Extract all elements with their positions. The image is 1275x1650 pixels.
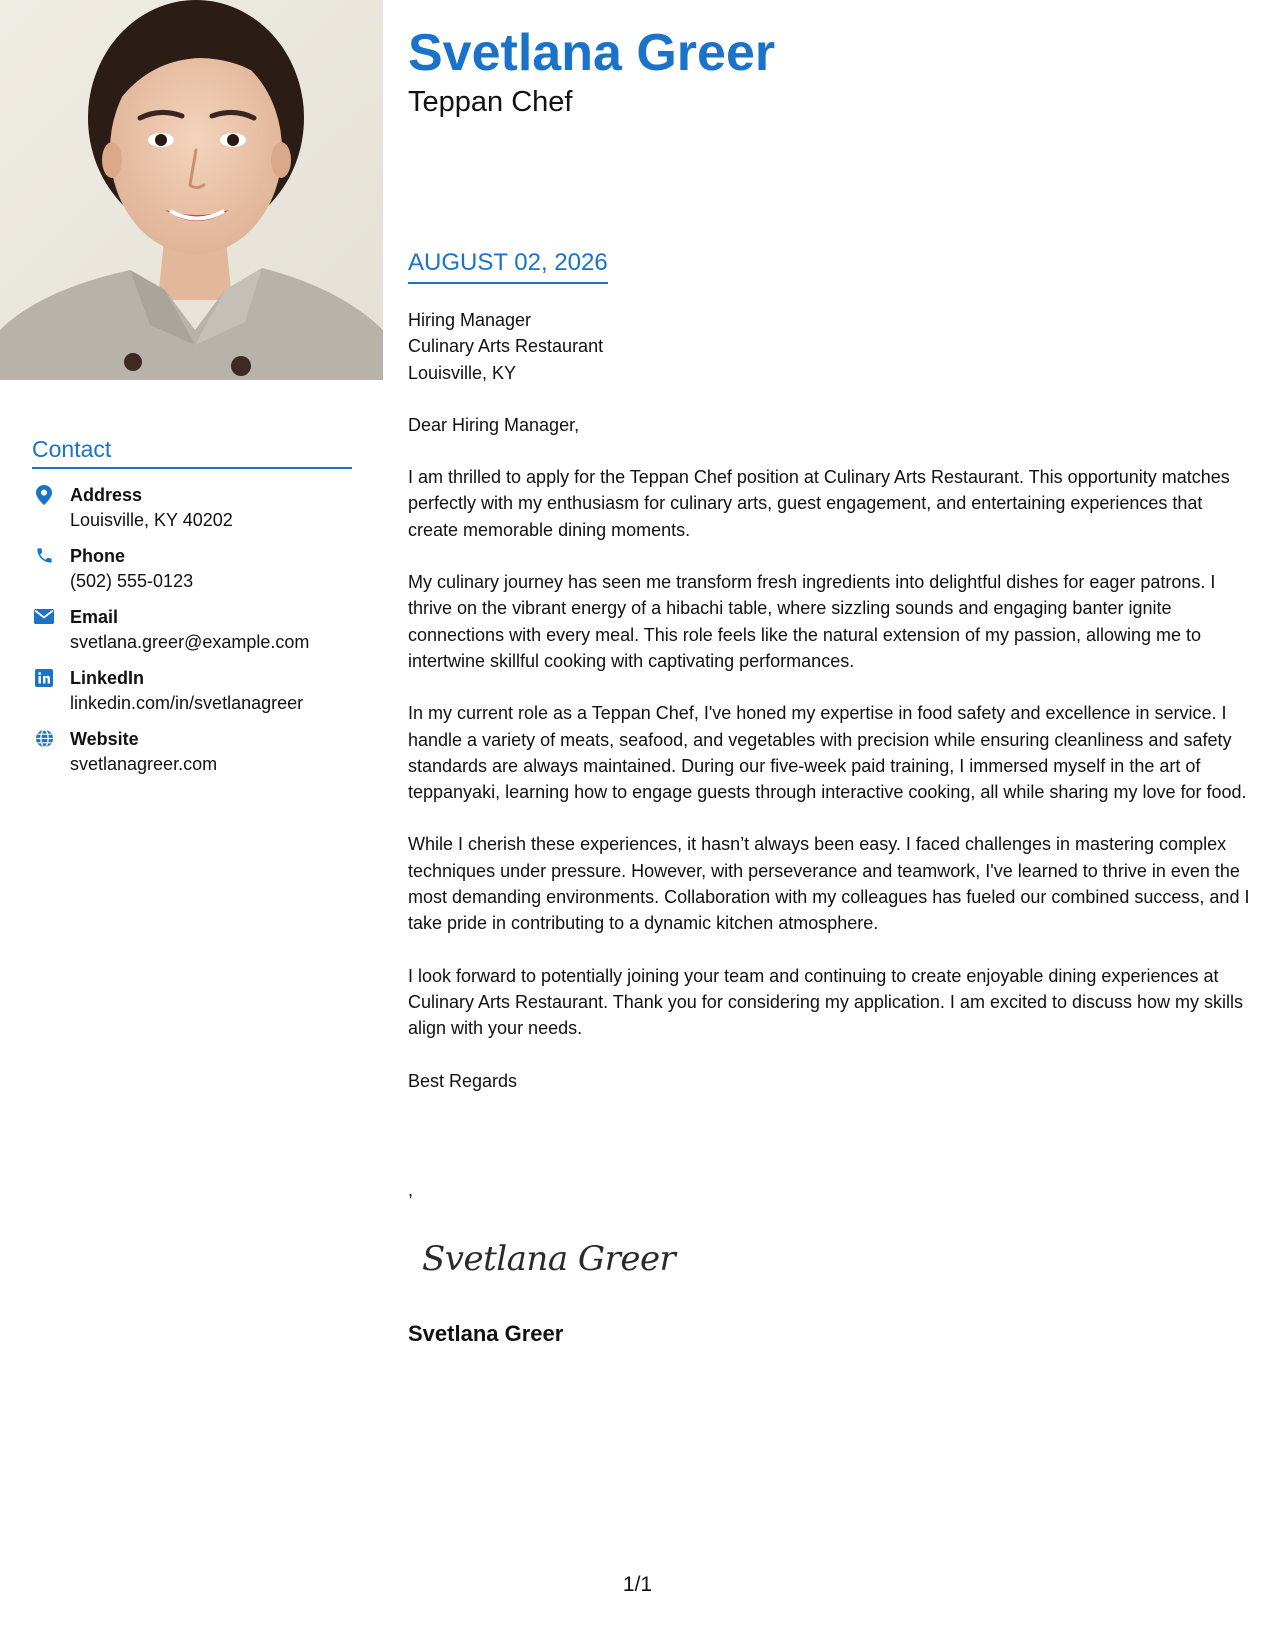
contact-item-address xyxy=(32,483,352,533)
letter-paragraph: I look forward to potentially joining your team and continuing to create enjoyable dining experiences at Culinary Arts Restaurant. Thank you for considering my application. I am excited to discuss how my skills align with your needs. xyxy=(408,965,1244,1039)
letter-paragraph: I am thrilled to apply for the Teppan Chef position at Culinary Arts Restaurant. This opportunity matches perfectly with my enthusiasm for culinary arts, guest engagement, and entertaining experiences that create memorable dining moments. xyxy=(408,467,1230,540)
contact-label-email: Email xyxy=(70,606,119,627)
contact-section xyxy=(32,436,352,788)
portrait-illustration xyxy=(0,0,383,380)
letter-paragraph: In my current role as a Teppan Chef, I've honed my expertise in food safety and excellence in service. I handle a variety of meats, seafood, and vegetables with precision while ensuring cleanliness and safety standards are always maintained. During our five-week paid training, I immersed myself in the art of teppanyaki, learning how to engage guests through interactive cooking, all while sharing my love for food. xyxy=(408,703,1247,803)
contact-value-address: Louisville, KY 40202 xyxy=(70,509,233,530)
recipient-block xyxy=(408,307,1253,386)
contact-item-email xyxy=(32,605,352,655)
profile-photo xyxy=(0,0,383,380)
contact-value-website[interactable]: svetlanagreer.com xyxy=(70,753,218,774)
letter-paragraph: While I cherish these experiences, it hasn’t always been easy. I faced challenges in mastering complex techniques under pressure. However, with perseverance and teamwork, I've learned to thrive in even the most demanding environments. Collaboration with my colleagues has fueled our combined success, and I take pride in contributing to a dynamic kitchen atmosphere. xyxy=(408,834,1250,934)
recipient-line: Louisville, KY xyxy=(408,362,517,383)
contact-label-phone: Phone xyxy=(70,545,126,566)
closing-comma: , xyxy=(408,1180,414,1200)
contact-heading: Contact xyxy=(32,436,352,469)
contact-label-address: Address xyxy=(70,484,143,505)
recipient-line: Culinary Arts Restaurant xyxy=(408,336,604,357)
recipient-line: Hiring Manager xyxy=(408,310,532,330)
envelope-icon xyxy=(34,607,54,627)
letter-body xyxy=(408,307,1253,1094)
closing: Best Regards xyxy=(408,1070,518,1091)
linkedin-icon xyxy=(34,668,54,688)
contact-item-website xyxy=(32,727,352,777)
contact-label-website: Website xyxy=(70,728,139,749)
phone-icon xyxy=(34,546,54,566)
signature-text: Svetlana Greer xyxy=(422,1239,676,1279)
signed-name: Svetlana Greer xyxy=(408,1321,564,1346)
letter-date: AUGUST 02, 2026 xyxy=(408,248,608,284)
contact-item-linkedin xyxy=(32,666,352,716)
contact-item-phone xyxy=(32,544,352,594)
globe-icon xyxy=(34,729,54,749)
applicant-role: Teppan Chef xyxy=(408,86,573,118)
applicant-name: Svetlana Greer xyxy=(408,24,776,82)
contact-value-phone: (502) 555-0123 xyxy=(70,570,194,591)
contact-value-email[interactable]: svetlana.greer@example.com xyxy=(70,631,310,652)
salutation: Dear Hiring Manager, xyxy=(408,414,580,435)
contact-value-linkedin[interactable]: linkedin.com/in/svetlanagreer xyxy=(70,692,304,713)
map-pin-icon xyxy=(34,485,54,505)
signature-image xyxy=(418,1228,678,1288)
letter-paragraph: My culinary journey has seen me transform fresh ingredients into delightful dishes for eager patrons. I thrive on the vibrant energy of a hibachi table, where sizzling sounds and engaging banter ignite connections with every meal. This role feels like the natural extension of my passion, allowing me to intertwine skillful cooking with captivating performances. xyxy=(408,572,1216,671)
contact-label-linkedin: LinkedIn xyxy=(70,667,145,688)
page-number: 1/1 xyxy=(622,1573,653,1596)
